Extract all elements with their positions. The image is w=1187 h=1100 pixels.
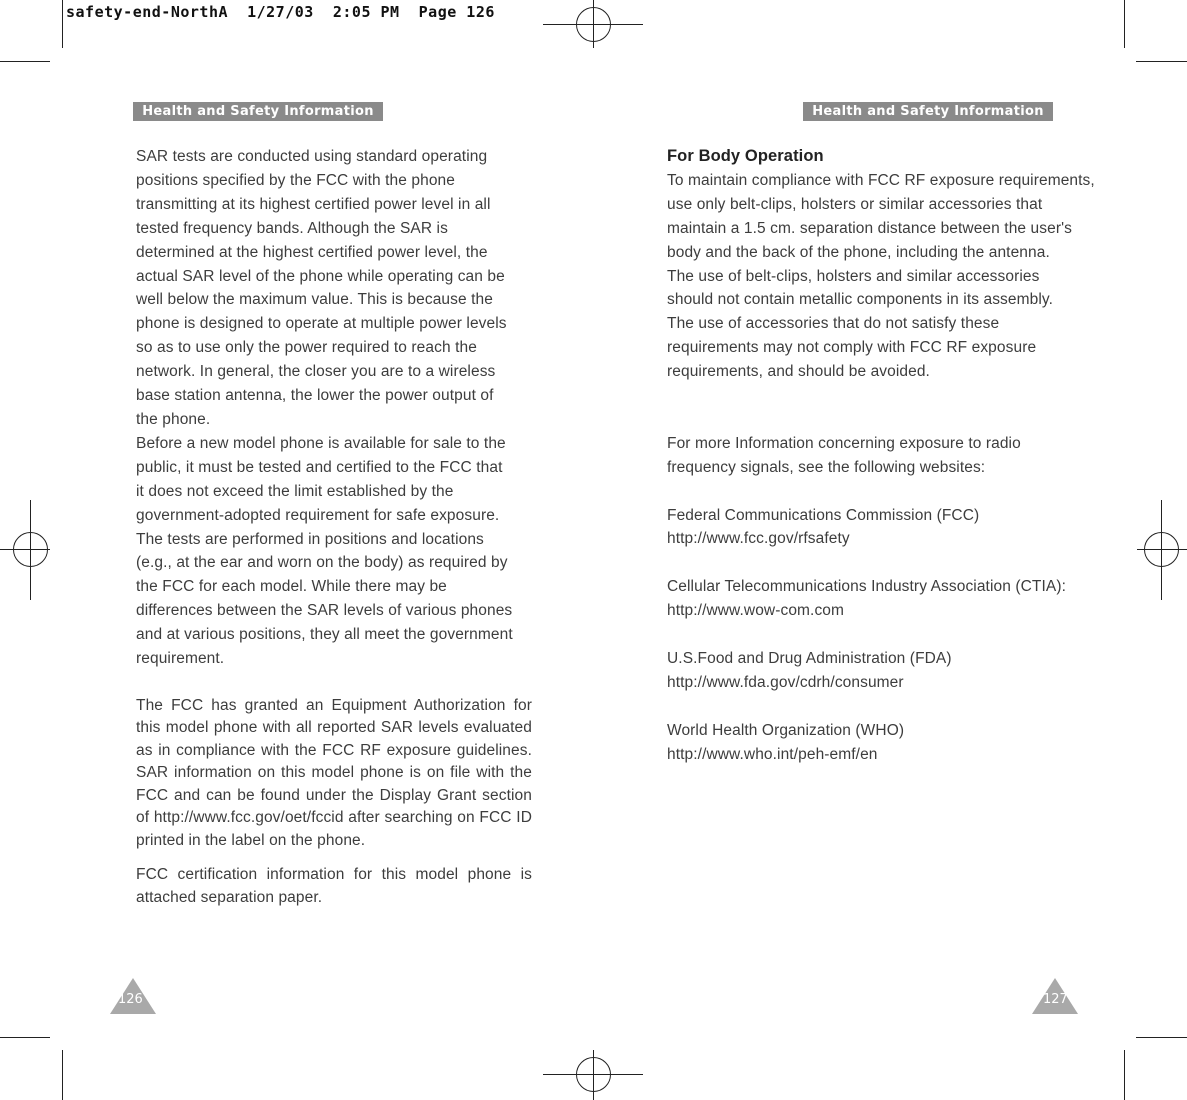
right-page-header: Health and Safety Information	[803, 102, 1053, 121]
website-entry	[667, 575, 1097, 623]
slug-line: safety-end-NorthA 1/27/03 2:05 PM Page 126	[66, 3, 495, 21]
website-entry	[667, 647, 1097, 695]
section-title: For Body Operation	[667, 147, 824, 165]
website-name: U.S.Food and Drug Administration (FDA)	[667, 649, 952, 667]
sar-tests-paragraph: SAR tests are conducted using standard operating positions specified by the FCC with the phone transmitting at its highest certified power level in all tested frequency bands. Although the SAR is determined at the highest certified power level, the actual SAR level of the phone while operating can be well below the maximum value. This is because the phone is designed to operate at multiple power levels so as to use only the power required to reach the network. In general, the closer you are to a wireless base station antenna, the lower the power output of the phone.	[136, 148, 507, 428]
website-name: Federal Communications Commission (FCC)	[667, 506, 980, 524]
website-name: World Health Organization (WHO)	[667, 721, 905, 739]
website-entry	[667, 719, 1097, 767]
website-name: Cellular Telecommunications Industry Association (CTIA):	[667, 578, 1066, 596]
left-page-body	[136, 145, 532, 909]
body-operation-paragraph: To maintain compliance with FCC RF exposure requirements, use only belt-clips, holsters or similar accessories that maintain a 1.5 cm. separation distance between the user's body and the back of the phone, including the antenna. The use of belt-clips, holsters and similar accessories should not contain metallic components in its assembly. The use of accessories that do not satisfy these requirements may not comply with FCC RF exposure requirements, and should be avoided.	[667, 171, 1095, 381]
certification-info-paragraph: FCC certification information for this model phone is attached separation paper.	[136, 866, 532, 906]
website-entry	[667, 504, 1097, 552]
website-url[interactable]: http://www.who.int/peh-emf/en	[667, 745, 878, 763]
page-number-right: 127	[1043, 992, 1068, 1007]
website-url[interactable]: http://www.fcc.gov/rfsafety	[667, 530, 850, 548]
website-url[interactable]: http://www.wow-com.com	[667, 602, 845, 620]
page-number-left: 126	[118, 992, 143, 1007]
website-url[interactable]: http://www.fda.gov/cdrh/consumer	[667, 673, 904, 691]
model-certification-paragraph: Before a new model phone is available for sale to the public, it must be tested and certified to the FCC that it does not exceed the limit established by the government-adopted requirement for safe exposure. The tests are performed in positions and locations (e.g., at the ear and worn on the body) as required by the FCC for each model. While there may be differences between the SAR levels of various phones and at various positions, they all meet the government requirement.	[136, 434, 513, 668]
more-info-paragraph: For more Information concerning exposure to radio frequency signals, see the following websites:	[667, 434, 1021, 476]
equipment-authorization-paragraph: The FCC has granted an Equipment Authorization for this model phone with all reported SAR levels evaluated as in compliance with the FCC RF exposure guidelines. SAR information on this model phone is on file with the FCC and can be found under the Display Grant section of http://www.fcc.gov/oet/fccid after searching on FCC ID printed in the label on the phone.	[136, 696, 532, 849]
left-page-header: Health and Safety Information	[133, 102, 383, 121]
right-page-body	[667, 145, 1097, 766]
